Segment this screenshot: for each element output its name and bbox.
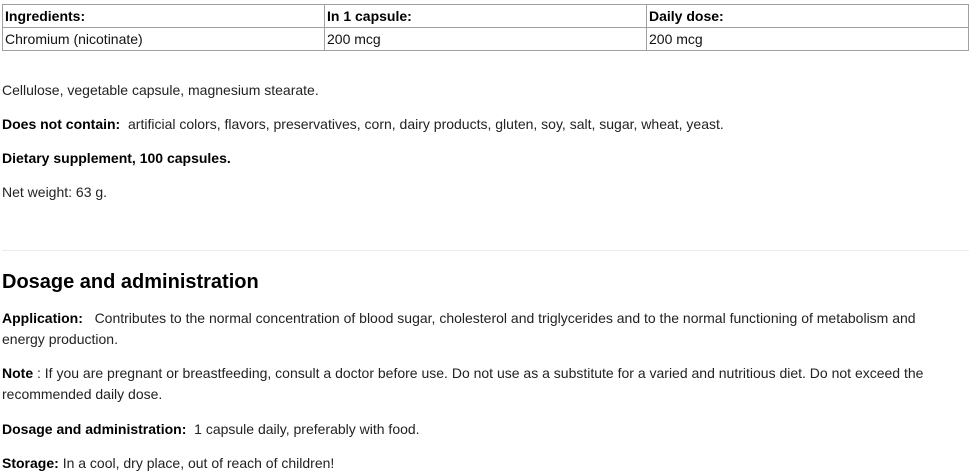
dosage-heading: Dosage and administration <box>2 271 259 293</box>
supplement-line-text: Dietary supplement, 100 capsules. <box>2 150 231 166</box>
net-weight: Net weight: 63 g. <box>2 184 108 200</box>
dosage-label: Dosage and administration: <box>2 421 187 437</box>
dosage-text: 1 capsule daily, preferably with food. <box>194 421 420 437</box>
application-paragraph <box>2 308 942 350</box>
header-daily-dose: Daily dose: <box>647 5 969 28</box>
application-label: Application: <box>2 310 83 326</box>
note-text: : If you are pregnant or breastfeeding, consult a doctor before use. Do not use as a substitute for a varied and nutritious diet. Do not exceed the recommended daily dose. <box>2 365 924 402</box>
product-info <box>2 4 969 471</box>
supplement-line <box>2 148 231 169</box>
cell-daily-dose: 200 mcg <box>647 28 969 51</box>
ingredients-table <box>2 4 969 51</box>
cell-ingredient: Chromium (nicotinate) <box>3 28 325 51</box>
dosage-paragraph <box>2 419 420 440</box>
does-not-contain-label: Does not contain: <box>2 116 121 132</box>
storage-text: In a cool, dry place, out of reach of children! <box>62 455 335 471</box>
storage-label: Storage: <box>2 455 59 471</box>
does-not-contain-text: artificial colors, flavors, preservatives, corn, dairy products, gluten, soy, salt, sugar, wheat, yeast. <box>128 116 724 132</box>
header-ingredients: Ingredients: <box>3 5 325 28</box>
header-in-1-capsule: In 1 capsule: <box>325 5 647 28</box>
application-text: Contributes to the normal concentration of blood sugar, cholesterol and triglycerides and to the normal functioning of metabolism and energy production. <box>2 310 916 347</box>
does-not-contain <box>2 114 724 135</box>
other-ingredients: Cellulose, vegetable capsule, magnesium stearate. <box>2 82 319 98</box>
table-header-row <box>3 5 969 28</box>
note-paragraph <box>2 363 952 405</box>
cell-per-capsule: 200 mcg <box>325 28 647 51</box>
section-divider <box>2 250 969 251</box>
note-label: Note <box>2 365 34 381</box>
table-row <box>3 28 969 51</box>
